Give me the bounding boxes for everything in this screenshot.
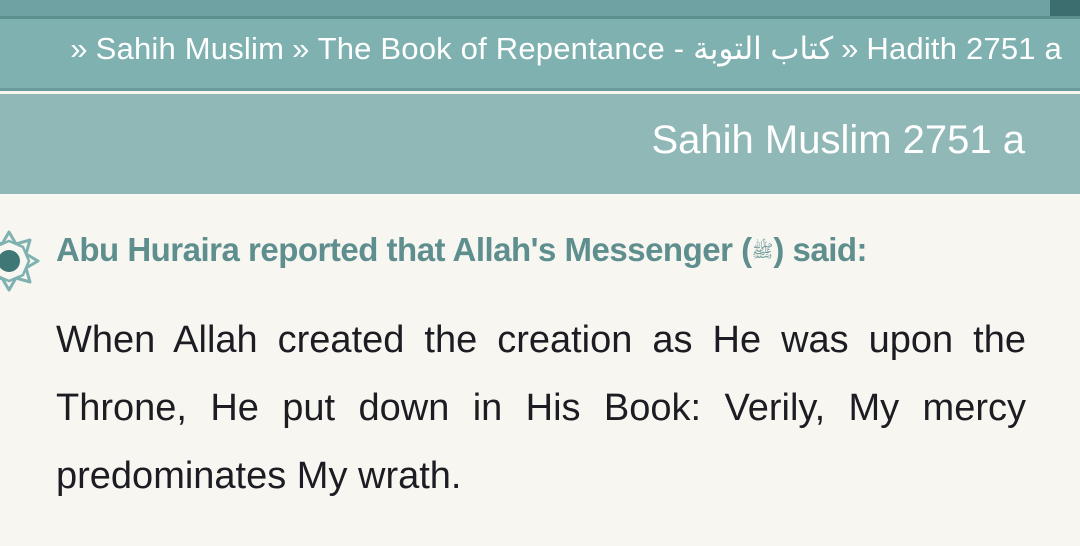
- breadcrumb-item-collection[interactable]: Sahih Muslim: [95, 31, 285, 66]
- honorific-glyph: ﷺ: [751, 241, 774, 261]
- narrator-line: [56, 228, 867, 273]
- breadcrumb: [0, 19, 1080, 91]
- breadcrumb-separator: »: [292, 31, 310, 66]
- hadith-reference[interactable]: Sahih Muslim 2751 a: [651, 118, 1025, 162]
- hadith-header: [0, 94, 1080, 194]
- top-strip-corner: [1050, 0, 1080, 16]
- star-ornament-icon: [0, 230, 40, 292]
- breadcrumb-separator: »: [70, 31, 88, 66]
- breadcrumb-separator: »: [841, 31, 859, 66]
- hadith-text: When Allah created the creation as He was upon the Throne, He put down in His Book: Verily, My mercy predominates My wrath.: [56, 319, 1026, 497]
- narrator-prefix: Abu Huraira reported that Allah's Messenger (: [56, 231, 752, 268]
- breadcrumb-item-book[interactable]: The Book of Repentance - كتاب التوبة: [317, 31, 834, 66]
- breadcrumb-item-hadith[interactable]: Hadith 2751 a: [866, 31, 1062, 66]
- top-strip: [0, 0, 1080, 19]
- hadith-content: [0, 194, 1080, 546]
- breadcrumb-trail: [70, 31, 1062, 67]
- narrator-suffix: ) said:: [773, 231, 868, 268]
